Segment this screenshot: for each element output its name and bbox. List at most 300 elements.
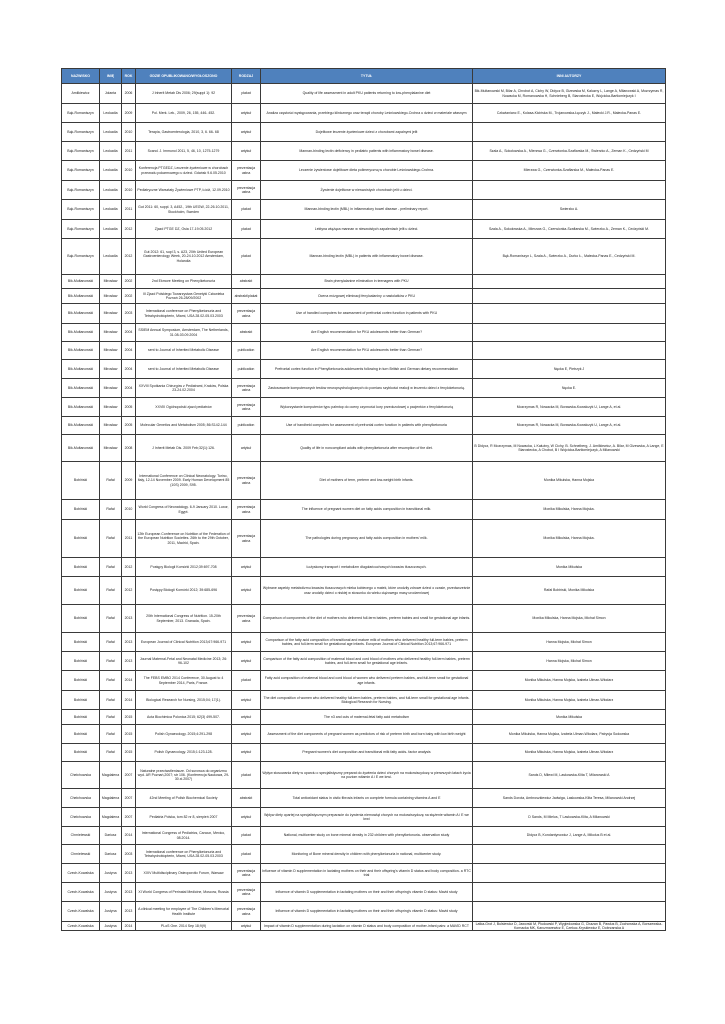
cell-title: Comparison of components of the diet of mothers who delivered full-term babies, preterm babies and small for gestational age infants. xyxy=(261,605,473,633)
table-row xyxy=(62,744,666,762)
cell-venue: Pediatryczne Warsztaty Żywieniowe PTP, Łódź, 12.09.2010 xyxy=(136,181,232,200)
cell-title: Influence of vitamin D supplementation in lactating mothers on their and their offspring's vitamin D status: Mavid study xyxy=(261,883,473,902)
cell-surname: Bobiński xyxy=(62,671,100,691)
cell-title: Analiza częstości występowania, przebiegu klinicznego oraz terapii choroby Leśniowskiego-Crohna u dzieci w materiale własnym xyxy=(261,104,473,123)
publications-sheet xyxy=(61,68,665,931)
cell-first-name: Leokadia xyxy=(100,239,122,275)
cell-title: Comparison of the fatty acid composition of transitional and mature milk of mothers who delivered healthy full-term babies, preterm babies, and full-term small for gestational age infants. European Journal of Clinical Nutrition 2013;67:966-971 xyxy=(261,633,473,652)
cell-type: prezentacja ustna xyxy=(232,161,261,181)
cell-year: 2004 xyxy=(122,379,136,398)
cell-type: prezentacja ustna xyxy=(232,520,261,558)
cell-year: 2010 xyxy=(122,161,136,181)
cell-title: The pathologies during pregnancy and fatty acids composition in mothers' milk. xyxy=(261,520,473,558)
cell-first-name: Rafał xyxy=(100,691,122,710)
cell-venue: International conference on Phenylketonuria and Tetrahydrobiopterin, Miami, USA 28.02-05.03.2003 xyxy=(136,304,232,324)
cell-first-name: Leokadia xyxy=(100,181,122,200)
cell-year: 2009 xyxy=(122,104,136,123)
table-row xyxy=(62,104,666,123)
cell-first-name: Mirosław xyxy=(100,289,122,304)
cell-surname: Bik-Multanowski xyxy=(62,289,100,304)
cell-venue: PLoS One. 2014 Sep 18;9(9) xyxy=(136,922,232,931)
cell-surname: Bąk-Romaniszyn xyxy=(62,104,100,123)
table-row xyxy=(62,200,666,220)
cell-surname: Bobiński xyxy=(62,633,100,652)
cell-title: Wpływ diety opartej na specjalistycznym preparacie do żywienia niemowląt chorych na mukowiscydozę na stężenie witamin A i E we krwi xyxy=(261,808,473,827)
table-row xyxy=(62,123,666,142)
cell-other-authors: Bąk-Romaniszyn L, Szala A., Swierzko A., Durko Ł., Małecka-Panas E., Cedzyński M. xyxy=(473,239,666,275)
cell-first-name: Justyna xyxy=(100,864,122,883)
cell-venue: XI World Congress of Perinatal Medicine, Moscow, Russia xyxy=(136,883,232,902)
cell-other-authors: Sands Dorota, Ambroszkiewicz Jadwiga, Laskowska-Klita Teresa, Milanowski Andrzej xyxy=(473,789,666,808)
cell-first-name: Mirosław xyxy=(100,435,122,462)
cell-first-name: Rafał xyxy=(100,633,122,652)
cell-first-name: Leokadia xyxy=(100,142,122,161)
table-row xyxy=(62,520,666,558)
cell-venue: XXIV Multidisciplinary Osteoporotic Forum, Warsaw xyxy=(136,864,232,883)
cell-other-authors: Swierzko A. xyxy=(473,200,666,220)
cell-first-name: Leokadia xyxy=(100,104,122,123)
cell-title: Assessment of the diet components of pregnant women as predictors of risk of preterm birth and born baby with low birth weight xyxy=(261,725,473,744)
cell-surname: Bik-Multanowski xyxy=(62,304,100,324)
cell-first-name: Rafał xyxy=(100,725,122,744)
cell-type: prezentacja ustna xyxy=(232,605,261,633)
cell-other-authors: Sands D, Milewi M, Laskowska-Klita T, Milanowski A xyxy=(473,762,666,789)
cell-surname: Bobiński xyxy=(62,652,100,671)
cell-venue: 12th European Conference on Nutrition of the Federation of the European Nutrition Societies. 26th to the 29th October, 2011, Madrid, Spain. xyxy=(136,520,232,558)
column-header-venue: GDZIE OPUBLIKOWANO/WYGŁOSZONO xyxy=(136,69,232,84)
cell-year: 2012 xyxy=(122,577,136,605)
cell-venue: International Conference on Clinical Neonatology. Torino, Italy, 12-14 November 2009. Early Human Development 85 (10S) 2009, S95. xyxy=(136,462,232,500)
cell-year: 2009 xyxy=(122,462,136,500)
cell-type: prezentacja ustna xyxy=(232,181,261,200)
cell-other-authors: Hanna Mojska, Michał Simon xyxy=(473,652,666,671)
cell-surname: Bobiński xyxy=(62,577,100,605)
cell-type: prezentacja ustna xyxy=(232,462,261,500)
cell-venue: Konferencja PTGEDZ, Leczenie żywieniowe w chorobach przewodu pokarmowego u dzieci. Gdańsk 9.6.05.2010 xyxy=(136,161,232,181)
cell-surname: Bąk-Romaniszyn xyxy=(62,181,100,200)
table-row xyxy=(62,827,666,845)
cell-year: 2014 xyxy=(122,671,136,691)
cell-title: Monitoring of Bone mineral density in children with phenylketonuria in national, multicenter study. xyxy=(261,845,473,864)
cell-surname: Bobiński xyxy=(62,462,100,500)
table-body xyxy=(62,84,666,931)
table-row xyxy=(62,577,666,605)
table-row xyxy=(62,922,666,931)
cell-surname: Bąk-Romaniszyn xyxy=(62,200,100,220)
cell-other-authors: Monika Mikulska, Hanna Mojska, Izabela Ulman-Włodarz xyxy=(473,744,666,762)
cell-venue: 20th International Congress of Nutrition. 15-20th September, 2013. Granada, Spain. xyxy=(136,605,232,633)
cell-title: The diet composition of women who delivered healthy full-term babies, preterm babies, and full-term small for gestational age infants. Biological Research for Nursing. xyxy=(261,691,473,710)
cell-year: 2011 xyxy=(122,142,136,161)
cell-title: The influence of pregnant women diet on fatty acids composition in transitional milk. xyxy=(261,500,473,520)
table-row xyxy=(62,808,666,827)
cell-title: Use of handled computers for assessment of prefrontal cortex function in patients with PKU xyxy=(261,304,473,324)
cell-first-name: Rafał xyxy=(100,520,122,558)
cell-first-name: Mirosław xyxy=(100,304,122,324)
column-header-other-authors: INNI AUTORZY xyxy=(473,69,666,84)
table-row xyxy=(62,762,666,789)
cell-surname: Bik-Multanowski xyxy=(62,324,100,342)
cell-type: prezentacja ustna xyxy=(232,304,261,324)
cell-other-authors: Monika Mikulska, Hanna Mojska xyxy=(473,462,666,500)
cell-surname: Bąk-Romaniszyn xyxy=(62,123,100,142)
cell-surname: Czech-Kowalska xyxy=(62,864,100,883)
cell-other-authors: Monika Mikulska xyxy=(473,558,666,577)
cell-other-authors: Monika Mikulska xyxy=(473,710,666,725)
cell-type: abstrakt xyxy=(232,275,261,289)
cell-year: 2002 xyxy=(122,289,136,304)
cell-type: artykuł xyxy=(232,123,261,142)
cell-year: 2010 xyxy=(122,500,136,520)
cell-surname: Amilkiewicz xyxy=(62,84,100,104)
cell-year: 2007 xyxy=(122,789,136,808)
cell-surname: Bik-Multanowski xyxy=(62,275,100,289)
cell-title: Impact of vitamin D supplementation during lactation on vitamin D status and body composition of mother-infant pairs: a MAVID RCT xyxy=(261,922,473,931)
cell-type: plakat xyxy=(232,671,261,691)
cell-year: 2010 xyxy=(122,123,136,142)
cell-year: 2010 xyxy=(122,181,136,200)
cell-year: 2012 xyxy=(122,239,136,275)
cell-venue: The FEBS EMBO 2014 Conference, 30 August to 4 September 2014, Paris, France. xyxy=(136,671,232,691)
cell-year: 2003 xyxy=(122,304,136,324)
cell-type: artykuł xyxy=(232,710,261,725)
table-row xyxy=(62,360,666,379)
cell-type: prezentacja ustna xyxy=(232,864,261,883)
cell-first-name: Rafał xyxy=(100,605,122,633)
table-row xyxy=(62,789,666,808)
cell-surname: Bobiński xyxy=(62,605,100,633)
cell-title: Lektyna wiążąca mannan w nieswoistych zapaleniach jelit u dzieci. xyxy=(261,220,473,239)
cell-venue: XXVIII Spotkania Chirurgów z Pediatrami, Kraków, Polska 23-24.02.2004 xyxy=(136,379,232,398)
cell-surname: Czech-Kowalska xyxy=(62,883,100,902)
cell-venue: European Journal of Clinical Nutrition 2013;67:966-971 xyxy=(136,633,232,652)
cell-year: 2015 xyxy=(122,744,136,762)
cell-venue: Gut 2011: 60, suppl. 3, A452., 19th UEGW, 22-26.10.2011, Stockholm, Sweden xyxy=(136,200,232,220)
table-row xyxy=(62,435,666,462)
cell-first-name: Jolanta xyxy=(100,84,122,104)
table-row xyxy=(62,398,666,417)
cell-year: 2013 xyxy=(122,633,136,652)
cell-type: plakat xyxy=(232,239,261,275)
cell-first-name: Leokadia xyxy=(100,123,122,142)
header-row xyxy=(62,69,666,84)
cell-venue: World Congress of Neonatology. 6-9 January 2010. Luxor, Egypt. xyxy=(136,500,232,520)
cell-first-name: Leokadia xyxy=(100,161,122,181)
cell-first-name: Justyna xyxy=(100,922,122,931)
cell-other-authors: Nęcka E, Pietrzyk J xyxy=(473,360,666,379)
table-row xyxy=(62,220,666,239)
cell-title: Fatty acid composition of maternal blood and cord blood of women who delivered preterm babies, and full-term small for gestational age infants. xyxy=(261,671,473,691)
cell-title: Zastosowanie komputerowych testów neuropsychologicznych do pomiaru szybkości reakcji w leczeniu dzieci z fenyloketonurią. xyxy=(261,379,473,398)
cell-other-authors: Mozrzymas R, Nowacka M, Borawska-Kowalczyk U, Lange A, et al. xyxy=(473,417,666,435)
cell-type: publication xyxy=(232,360,261,379)
cell-other-authors xyxy=(473,324,666,342)
cell-type: plakat xyxy=(232,827,261,845)
table-row xyxy=(62,142,666,161)
cell-venue: Zjazd PTGE DZ, Osia 17-19.05.2012 xyxy=(136,220,232,239)
cell-first-name: Dariusz xyxy=(100,827,122,845)
cell-year: 2014 xyxy=(122,691,136,710)
cell-year: 2012 xyxy=(122,220,136,239)
cell-other-authors: D Sands, M Mielus, T Laskowska-Klita, A Milanowski xyxy=(473,808,666,827)
cell-surname: Czech-Kowalska xyxy=(62,902,100,922)
cell-type: artykuł xyxy=(232,691,261,710)
cell-first-name: Rafał xyxy=(100,577,122,605)
cell-title: Comparison of the fatty acid composition of maternal blood and cord blood of mothers who delivered healthy full-term babies, preterm babies, and full-term small for gestational age infants. xyxy=(261,652,473,671)
cell-surname: Bik-Multanowski xyxy=(62,379,100,398)
cell-other-authors: B Didycz, R Mozrzymas, M Nowacka, L Kałużny, W Cichy, B. Schneiberg, J. Amilkiewicz, A. Bilar, M Gizewska, A Lange, E Starostecka, A Chobot, B I Wojcicka-Bartłomiejczyk, A Milanowski xyxy=(473,435,666,462)
cell-other-authors: Szala A., Sokołowska A., Mierzwa G., Czerwionka-Szaflarska M., Swierzko A., Zeman K., Cedzyński M. xyxy=(473,220,666,239)
cell-year: 2011 xyxy=(122,520,136,558)
table-row xyxy=(62,605,666,633)
cell-surname: Chełchowska xyxy=(62,808,100,827)
cell-first-name: Rafał xyxy=(100,671,122,691)
table-row xyxy=(62,304,666,324)
cell-title: Wykorzystanie komputerów typu palmtop do oceny czynności kory przedczołowej u pacjentów z fenyloketonurią xyxy=(261,398,473,417)
cell-venue: Polish Gynaecology. 2015;1:123-128. xyxy=(136,744,232,762)
cell-venue: sent to Journal of Inherited Metabolic Disease xyxy=(136,342,232,360)
cell-first-name: Magdalena xyxy=(100,789,122,808)
cell-type: artykuł xyxy=(232,142,261,161)
cell-type: publication xyxy=(232,417,261,435)
cell-other-authors: Szala A., Sokołowska A., Mierzwa G., Czerwionka-Szaflarska M., Swierzko A., Zeman K., Cedzyński M xyxy=(473,142,666,161)
cell-year: 2004 xyxy=(122,360,136,379)
cell-year: 2015 xyxy=(122,725,136,744)
cell-title: Wybrane aspekty metabolizmu kwasów tłuszczowych mleka kobiecego u matek, które urodziły zdrowe dzieci o czasie, przedwcześnie oraz urodziły dzieci o niskiej w stosunku do wieku ciążowego masy urodzeniowej xyxy=(261,577,473,605)
cell-title: Wpływ stosowania diety w oparciu o specjalistyczny preparat do żywienia dzieci chorych na mukowiscydozę w pierwszych latach życia na poziom witamin A i E we krwi. xyxy=(261,762,473,789)
table-row xyxy=(62,558,666,577)
column-header-title: TYTUŁ xyxy=(261,69,473,84)
cell-year: 2006 xyxy=(122,84,136,104)
cell-venue: Postępy Biologii Komórki 2012;39:697-708 xyxy=(136,558,232,577)
cell-surname: Bąk-Romaniszyn xyxy=(62,142,100,161)
table-row xyxy=(62,845,666,864)
cell-venue: Molecular Genetics and Metabolism 2005; 86:S142-144 xyxy=(136,417,232,435)
cell-year: 2014 xyxy=(122,922,136,931)
cell-first-name: Rafał xyxy=(100,500,122,520)
cell-type: artykuł xyxy=(232,725,261,744)
cell-first-name: Mirosław xyxy=(100,379,122,398)
cell-type: artykuł xyxy=(232,577,261,605)
cell-first-name: Justyna xyxy=(100,883,122,902)
cell-first-name: Rafał xyxy=(100,558,122,577)
cell-other-authors xyxy=(473,845,666,864)
cell-other-authors xyxy=(473,304,666,324)
cell-surname: Bobiński xyxy=(62,500,100,520)
cell-venue: Postępy Biologii Komórki 2012; 39:685-696 xyxy=(136,577,232,605)
cell-other-authors: Hanna Mojska, Michał Simon xyxy=(473,633,666,652)
cell-title: Dojelitowe leczenie żywieniowe dzieci z chorobami zapalnymi jelit xyxy=(261,123,473,142)
cell-first-name: Mirosław xyxy=(100,324,122,342)
cell-surname: Bąk-Romaniszyn xyxy=(62,220,100,239)
cell-other-authors: Monika Mikulska, Hanna Mojska, Michał Simon xyxy=(473,605,666,633)
cell-surname: Chełchowska xyxy=(62,789,100,808)
table-row xyxy=(62,462,666,500)
table-row xyxy=(62,239,666,275)
cell-type: artykuł xyxy=(232,435,261,462)
cell-type: plakat xyxy=(232,200,261,220)
publications-table xyxy=(61,68,666,931)
cell-year: 2013 xyxy=(122,652,136,671)
column-header-year: ROK xyxy=(122,69,136,84)
cell-first-name: Mirosław xyxy=(100,275,122,289)
table-row xyxy=(62,902,666,922)
cell-venue: 2nd Ekmore Meeting on Phenylketonuria xyxy=(136,275,232,289)
cell-type: prezentacja ustna xyxy=(232,379,261,398)
table-row xyxy=(62,671,666,691)
cell-title: Influence of vitamin D supplementation in lactating mothers on their and their offspring's vitamin D status and body composition- a RTC trial xyxy=(261,864,473,883)
cell-year: 2002 xyxy=(122,275,136,289)
cell-first-name: Mirosław xyxy=(100,360,122,379)
table-row xyxy=(62,417,666,435)
cell-surname: Chełchowska xyxy=(62,762,100,789)
cell-first-name: Mirosław xyxy=(100,417,122,435)
cell-title: Prefrontal cortex function in Phenylketonuria adolescents following in turn British and German dietary recommendation xyxy=(261,360,473,379)
cell-venue: Naturalne przeciwutleniacze. Od surowca do organizmu wyd. AR Poznań,2007; str 106. (Konferencja Naukowa, 29-30.xi.2007) xyxy=(136,762,232,789)
cell-year: 2007 xyxy=(122,762,136,789)
table-row xyxy=(62,710,666,725)
cell-venue: Biological Research for Nursing, 2015;04; 17(1). xyxy=(136,691,232,710)
cell-venue: Scand. J. Immunol 2011, 5, 46, 10, 1275-1279 xyxy=(136,142,232,161)
cell-title: National, multicenter study on bone mineral density in 232 children with phenylketonuria- observation study xyxy=(261,827,473,845)
table-row xyxy=(62,161,666,181)
cell-first-name: Rafał xyxy=(100,710,122,725)
cell-other-authors xyxy=(473,275,666,289)
cell-year: 2008 xyxy=(122,435,136,462)
cell-other-authors: Mozrzymas R, Nowacka M, Borawska-Kowalczyk U, Lange A, et al. xyxy=(473,398,666,417)
table-row xyxy=(62,275,666,289)
cell-year: 2013 xyxy=(122,883,136,902)
cell-venue: International Congress of Pediatrics, Cancun, Mexico, 08.2014. xyxy=(136,827,232,845)
cell-year: 2011 xyxy=(122,200,136,220)
cell-venue: J Inherit Metab Dis. 2009 Feb;32(1):126. xyxy=(136,435,232,462)
cell-other-authors xyxy=(473,902,666,922)
cell-title: Mannan-binding lectin (MBL) in patients with inflammatory bowel disease. xyxy=(261,239,473,275)
cell-year: 2005 xyxy=(122,417,136,435)
cell-title: Quality of life assessment in adult PKU patients returning to low-phenylalanine diet xyxy=(261,84,473,104)
table-row xyxy=(62,289,666,304)
cell-venue: SSIEM Annual Symposium, Amsterdam, The Netherlands, 31.08-03.09.2004 xyxy=(136,324,232,342)
cell-surname: Bobiński xyxy=(62,691,100,710)
cell-type: prezentacja ustna xyxy=(232,398,261,417)
cell-surname: Chmielewski xyxy=(62,845,100,864)
cell-surname: Bąk-Romaniszyn xyxy=(62,161,100,181)
table-row xyxy=(62,691,666,710)
cell-type: artykuł xyxy=(232,744,261,762)
cell-other-authors: Monika Mikulska, Hanna Mojska, Izabela Ulman-Włodarz, Patrycja Sodowska xyxy=(473,725,666,744)
cell-other-authors: Czkwianianc E., Kolasa-Kicińska M., Trojanowska-Łęczyk J., Małecki J.R., Małecka-Panas E. xyxy=(473,104,666,123)
cell-type: prezentacja ustna xyxy=(232,902,261,922)
cell-title: Influence of vitamin D supplementation in lactating mothers on their and their offspring's vitamin D status: Mavid study xyxy=(261,902,473,922)
cell-year: 2013 xyxy=(122,605,136,633)
table-row xyxy=(62,633,666,652)
cell-title: Leczenie żywieniowe dojelitowe dieta polimeryczną w chorobie Leśniowskiego-Crohna. xyxy=(261,161,473,181)
cell-venue: XXVIII Ogólnopolski zjazd pediatrów xyxy=(136,398,232,417)
cell-first-name: Leokadia xyxy=(100,200,122,220)
cell-other-authors: Didycz B, Kondantynowicz J, Lange A, Mikolus B et al. xyxy=(473,827,666,845)
table-row xyxy=(62,652,666,671)
cell-title: Use of handheld computers for assessment of prefrontal cortex function in patients with phenylketonuria xyxy=(261,417,473,435)
column-header-type: RODZAJ xyxy=(232,69,261,84)
cell-venue: Pediatria Polska, tom 82 nr 8, sierpień 2007 xyxy=(136,808,232,827)
cell-surname: Bik-Multanowski xyxy=(62,435,100,462)
cell-type: prezentacja ustna xyxy=(232,500,261,520)
cell-title: Quality of life in noncompliant adults with phenylketonuria after resumption of the diet. xyxy=(261,435,473,462)
cell-surname: Bobiński xyxy=(62,520,100,558)
cell-venue: Pol. Merk. Lek., 2009, 26, 155, 446- 452. xyxy=(136,104,232,123)
cell-surname: Bobiński xyxy=(62,710,100,725)
cell-other-authors: Monika Mikulska, Hanna Mojska, Izabela Ulman-Włodarz xyxy=(473,691,666,710)
cell-first-name: Magdalena xyxy=(100,762,122,789)
cell-surname: Bąk-Romaniszyn xyxy=(62,239,100,275)
table-row xyxy=(62,324,666,342)
cell-title: Diet of mothers of term, preterm and low-weight birth infants. xyxy=(261,462,473,500)
cell-title: Żywienie dojelitowe w nieswoistych chorobach jelit u dzieci. xyxy=(261,181,473,200)
table-row xyxy=(62,181,666,200)
cell-type: artykuł xyxy=(232,808,261,827)
cell-venue: Polish Gynaecology. 2015;4:291-298 xyxy=(136,725,232,744)
cell-first-name: Leokadia xyxy=(100,220,122,239)
cell-surname: Bik-Multanowski xyxy=(62,360,100,379)
cell-type: plakat xyxy=(232,220,261,239)
cell-surname: Bik-Multanowski xyxy=(62,342,100,360)
cell-first-name: Justyna xyxy=(100,902,122,922)
cell-other-authors: Latka-Grot J, Bulsiewicz D, Jaworski M, Pludowski P, Wygledowska G, Chazan B, Pawlus B, Zochowska A, Borszewska-Kornacka MK, Karczmarewicz E, Czekuc-Kryskiewicz E, Dobrzanska A xyxy=(473,922,666,931)
cell-year: 2003 xyxy=(122,845,136,864)
cell-title: Pregnant women's diet composition and transitional milk fatty acids- factor analysis xyxy=(261,744,473,762)
cell-other-authors xyxy=(473,123,666,142)
cell-other-authors: Monika Mikulska, Hanna Mojska. xyxy=(473,500,666,520)
cell-first-name: Rafał xyxy=(100,652,122,671)
cell-title: Mannan-binding lectin (MBL) in inflammatory bowel disease - preliminary report. xyxy=(261,200,473,220)
cell-title: Are English recommendation for PKU adolescents better than German? xyxy=(261,342,473,360)
cell-venue: Gut 2012: 61, supl 3, s. A23, 20th United European Gastroenterology Week, 20-24.10.2012 Amsterdam, Holandia xyxy=(136,239,232,275)
cell-first-name: Rafał xyxy=(100,744,122,762)
cell-type: plakat xyxy=(232,762,261,789)
cell-other-authors: Mierzwa G., Czerwionka-Szaflarska M., Małecka-Panas E. xyxy=(473,161,666,181)
table-row xyxy=(62,84,666,104)
cell-venue: J Inherit Metab Dis 2006; 29(suppl 1): 92 xyxy=(136,84,232,104)
cell-type: artykuł xyxy=(232,922,261,931)
cell-first-name: Magdalena xyxy=(100,808,122,827)
cell-title: Are English recommendation for PKU adolescents better than German? xyxy=(261,324,473,342)
cell-other-authors: Monika Mikulska, Hanna Mojska. xyxy=(473,520,666,558)
cell-type: plakat xyxy=(232,845,261,864)
cell-first-name: Mirosław xyxy=(100,342,122,360)
cell-other-authors: Nęcka E. xyxy=(473,379,666,398)
cell-surname: Czech-Kowalska xyxy=(62,922,100,931)
cell-other-authors: Rafał Bobiński, Monika Mikulska xyxy=(473,577,666,605)
cell-venue: Terapia, Gastroenterologia, 2010, 3, 6. 66- 68 xyxy=(136,123,232,142)
cell-year: 2004 xyxy=(122,324,136,342)
column-header-surname: NAZWISKO xyxy=(62,69,100,84)
cell-first-name: Rafał xyxy=(100,462,122,500)
cell-surname: Bobiński xyxy=(62,725,100,744)
cell-surname: Chmielewski xyxy=(62,827,100,845)
cell-type: artykuł xyxy=(232,104,261,123)
cell-year: 2005 xyxy=(122,398,136,417)
cell-venue: III Zjazd Polskiego Towarzystwa Genetyki Człowieka Poznań 26-28/09/2002 xyxy=(136,289,232,304)
cell-type: plakat xyxy=(232,84,261,104)
cell-title: The n3 and cuts of maternal-fetal fatty acid metabolism xyxy=(261,710,473,725)
cell-surname: Bik-Multanowski xyxy=(62,417,100,435)
cell-title: Brain phenylalanine elimination in teenagers with PKU xyxy=(261,275,473,289)
cell-year: 2013 xyxy=(122,902,136,922)
cell-venue: 42nd Meeting of Polish Biochemical Society xyxy=(136,789,232,808)
table-row xyxy=(62,342,666,360)
cell-title: Total antioxidant status in cistic fibrosis infants on complete formula containing vitamins A and E xyxy=(261,789,473,808)
cell-type: publication xyxy=(232,342,261,360)
